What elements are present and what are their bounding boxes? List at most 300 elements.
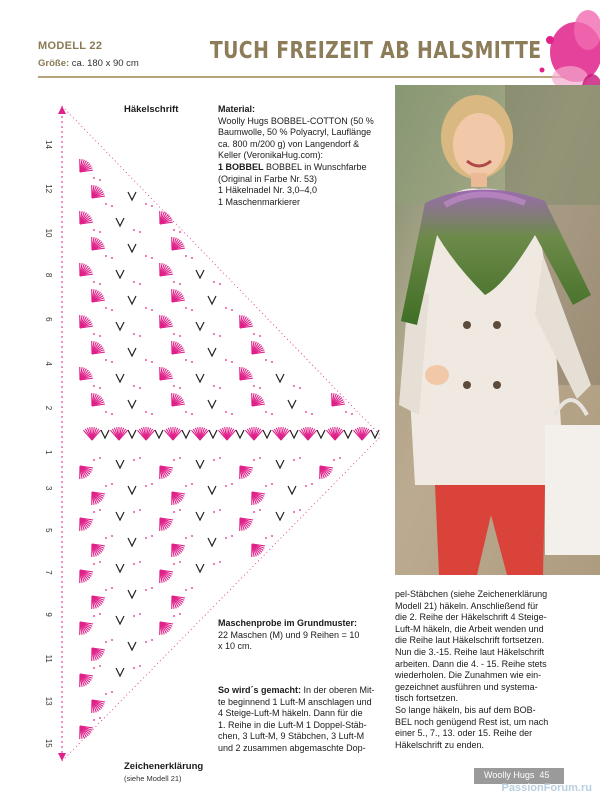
fan-stitch [245,391,266,412]
size-info [38,58,139,69]
chain-dot [105,589,107,591]
chain-dot [185,359,187,361]
chain-dot [99,717,101,719]
chain-dot [151,587,153,589]
chain-dot [173,563,175,565]
chain-dot [99,509,101,511]
chain-dot [139,613,141,615]
chain-dot [173,615,175,617]
continuation-line: BEL noch genügend Rest ist, um nach [395,716,549,727]
chain-dot [185,485,187,487]
method-heading: So wird´s gemacht: [218,685,302,695]
chain-dot [339,457,341,459]
footer-label [484,770,549,780]
row-label: 2 [44,405,53,411]
chain-dot [145,203,147,205]
chain-dot [111,309,113,311]
v-stitch [128,590,136,598]
fan-stitch [353,427,370,440]
chain-dot [145,255,147,257]
v-stitch [290,430,298,438]
chain-dot [111,483,113,485]
v-stitch [344,430,352,438]
chain-dot [265,537,267,539]
chain-dot [191,361,193,363]
model-photo [395,85,600,575]
chain-dot [191,483,193,485]
chain-dot [145,641,147,643]
v-stitch [116,322,124,330]
chain-dot [151,413,153,415]
chain-dot [145,485,147,487]
material-heading: Material: [218,104,256,114]
chain-dot [151,483,153,485]
fan-stitch [153,616,174,637]
chain-dot [151,257,153,259]
chain-dot [191,535,193,537]
row-label: 8 [44,272,53,278]
chain-dot [173,333,175,335]
row-label: 14 [44,140,53,149]
chain-dot [93,385,95,387]
chain-dot [333,459,335,461]
size-value: ca. 180 x 90 cm [71,58,139,69]
fan-stitch [165,486,186,507]
chain-dot [99,283,101,285]
fan-stitch [245,339,266,360]
v-stitch [128,400,136,408]
continuation-line: Nun die 3.-15. Reihe laut Häkelschrift [395,646,545,657]
chain-dot [185,589,187,591]
chain-dot [139,283,141,285]
chain-dot [225,411,227,413]
fan-stitch [73,668,94,689]
v-stitch [208,348,216,356]
chain-dot [145,359,147,361]
chain-dot [93,281,95,283]
chain-dot [111,205,113,207]
material-line: 1 Maschenmarkierer [218,196,301,207]
row-label: 1 [44,450,53,455]
page-number: 45 [539,770,550,780]
chain-dot [139,561,141,563]
v-stitch [128,430,136,438]
chain-dot [173,385,175,387]
continuation-line: die Reihe laut Häkelschrift fortsetzen. [395,635,545,646]
chain-dot [213,385,215,387]
chain-dot [139,509,141,511]
row-label: 10 [44,228,53,238]
v-stitch [236,430,244,438]
chain-dot [259,335,261,337]
material-line [218,162,396,174]
chain-dot [259,509,261,511]
chain-dot [179,335,181,337]
v-stitch [371,430,379,438]
fan-stitch [73,564,94,585]
chain-dot [93,177,95,179]
chain-dot [93,719,95,721]
v-stitch [116,270,124,278]
chain-dot [93,333,95,335]
fan-stitch [73,313,94,334]
chain-dot [105,693,107,695]
v-stitch [263,430,271,438]
v-stitch [196,564,204,572]
method-line: chen, 3 Luft-M, 9 Stäbchen, 3 Luft-M [218,731,365,742]
v-stitch [208,538,216,546]
fan-stitch [85,694,106,715]
chain-dot [99,231,101,233]
chain-dot [185,537,187,539]
row-label: 7 [44,570,53,575]
fan-stitch [165,287,186,308]
chart-title: Häkelschrift [124,104,179,115]
row-label: 4 [44,361,53,366]
size-label: Größe: [38,58,70,69]
chain-dot [231,483,233,485]
chain-dot [111,639,113,641]
v-stitch [116,512,124,520]
chain-dot [179,387,181,389]
fan-stitch [85,486,106,507]
v-stitch [128,348,136,356]
fan-stitch [153,209,174,230]
chain-dot [225,485,227,487]
chain-dot [293,459,295,461]
chain-dot [179,561,181,563]
gauge-heading: Maschenprobe im Grundmuster: [218,618,358,628]
chain-dot [179,613,181,615]
chain-dot [99,387,101,389]
material-line: Keller (VeronikaHug.com): [218,150,324,161]
chain-dot [99,335,101,337]
chain-dot [219,509,221,511]
chain-dot [219,335,221,337]
continuation-line: Häkelschrift zu enden. [395,739,485,750]
chain-dot [185,411,187,413]
v-stitch [128,244,136,252]
chain-dot [151,309,153,311]
chain-dot [219,283,221,285]
chain-dot [111,413,113,415]
v-stitch [276,460,284,468]
chain-dot [105,641,107,643]
fan-stitch [73,720,94,741]
chain-dot [93,459,95,461]
chain-dot [105,203,107,205]
legend-title: Zeichenerklärung [124,761,204,772]
v-stitch [317,430,325,438]
v-stitch [116,374,124,382]
chain-dot [219,457,221,459]
chain-dot [265,411,267,413]
material-line: ca. 800 m/200 g) von Langendorf & [218,138,360,149]
chain-dot [93,511,95,513]
v-stitch [128,538,136,546]
chain-dot [191,309,193,311]
fan-stitch [299,427,316,440]
chain-dot [105,307,107,309]
fan-stitch [73,460,94,481]
row-label: 12 [44,184,53,194]
row-label: 11 [44,654,53,663]
continuation-line: gezeichnet ausführen und systema- [395,681,538,692]
v-stitch [196,270,204,278]
v-stitch [196,374,204,382]
chain-dot [93,229,95,231]
arrow-down-icon [58,753,66,761]
chain-dot [225,307,227,309]
chain-dot [179,283,181,285]
chain-dot [139,457,141,459]
chain-dot [231,535,233,537]
method-line: und 2 zusammen abgemaschte Dop- [218,742,366,753]
chain-dot [139,665,141,667]
chain-dot [179,457,181,459]
fan-stitch [85,183,106,204]
chain-dot [105,537,107,539]
fan-stitch [233,365,254,386]
fan-stitch [85,538,106,559]
continuation-line: arbeiten. Dann die 4. - 15. Reihe stets [395,658,547,669]
chain-dot [191,587,193,589]
chain-dot [105,359,107,361]
chain-dot [93,563,95,565]
fan-stitch [153,313,174,334]
chain-dot [133,667,135,669]
v-stitch [128,642,136,650]
chain-dot [219,387,221,389]
chain-dot [139,335,141,337]
chain-dot [173,229,175,231]
fan-stitch [245,427,262,440]
chain-dot [311,483,313,485]
v-stitch [208,486,216,494]
chain-dot [151,535,153,537]
arrow-up-icon [58,106,66,114]
chain-dot [231,413,233,415]
fan-stitch [165,538,186,559]
gauge-line: x 10 cm. [218,641,253,652]
chain-dot [111,535,113,537]
chain-dot [259,387,261,389]
chain-dot [145,537,147,539]
chain-dot [173,459,175,461]
continuation-line: wiederholen. Die Zunahmen wie ein- [395,670,542,681]
chain-dot [133,229,135,231]
chain-dot [133,333,135,335]
chain-dot [99,457,101,459]
fan-stitch [85,287,106,308]
chain-dot [151,205,153,207]
chain-dot [305,485,307,487]
row-label: 6 [44,317,53,322]
chain-dot [213,563,215,565]
chain-dot [253,459,255,461]
v-stitch [116,564,124,572]
fan-stitch [218,427,235,440]
chain-dot [271,483,273,485]
chain-dot [225,359,227,361]
v-stitch [128,296,136,304]
chain-dot [99,665,101,667]
row-label: 15 [44,738,53,748]
chain-dot [265,485,267,487]
v-stitch [209,430,217,438]
chain-dot [231,309,233,311]
chain-dot [139,231,141,233]
chain-dot [111,691,113,693]
fan-stitch [85,339,106,360]
fan-stitch [326,427,343,440]
chain-dot [265,359,267,361]
fan-stitch [153,460,174,481]
fan-stitch [153,512,174,533]
chain-dot [105,411,107,413]
fan-stitch [165,235,186,256]
fan-stitch [153,261,174,282]
fan-stitch [73,157,94,178]
header-rule [38,76,566,78]
v-stitch [208,296,216,304]
v-stitch [128,486,136,494]
fan-stitch [165,590,186,611]
chain-dot [105,255,107,257]
chain-dot [133,385,135,387]
fan-stitch [83,427,100,440]
chain-dot [145,307,147,309]
row-label: 3 [44,486,53,491]
v-stitch [196,512,204,520]
chain-dot [179,231,181,233]
chain-dot [99,613,101,615]
chain-dot [145,589,147,591]
chain-dot [93,615,95,617]
v-stitch [196,460,204,468]
v-stitch [196,322,204,330]
watermark: PassionForum.ru [501,782,592,794]
fan-stitch [165,391,186,412]
chain-dot [293,385,295,387]
continuation-line: pel-Stäbchen (siehe Zeichenerklärung [395,589,548,599]
chain-dot [271,535,273,537]
chain-dot [185,307,187,309]
fan-stitch [73,261,94,282]
chain-dot [111,257,113,259]
chain-dot [293,511,295,513]
material-bold: 1 BOBBEL [218,161,264,172]
v-stitch [182,430,190,438]
fan-stitch [233,512,254,533]
fan-stitch [73,512,94,533]
chain-dot [213,459,215,461]
model-number: MODELL 22 [38,40,103,52]
v-stitch [155,430,163,438]
material-line: Baumwolle, 50 % Polyacryl, Lauflänge [218,127,372,138]
fan-stitch [110,427,127,440]
chain-dot [111,587,113,589]
v-stitch [116,218,124,226]
fan-stitch [153,365,174,386]
chain-dot [253,333,255,335]
row-label: 5 [44,528,53,533]
page-title: TUCH FREIZEIT AB HALSMITTE [210,38,542,64]
row-label: 9 [44,612,53,617]
chain-dot [105,485,107,487]
continuation-block [395,589,567,751]
chain-dot [133,511,135,513]
fan-stitch [153,564,174,585]
chain-dot [99,561,101,563]
fan-stitch [165,339,186,360]
v-stitch [116,616,124,624]
v-stitch [101,430,109,438]
chain-dot [139,387,141,389]
fan-stitch [245,538,266,559]
continuation-line: So lange häkeln, bis auf dem BOB- [395,704,536,715]
chain-dot [305,411,307,413]
method-text: In der oberen Mit- [301,685,375,695]
continuation-line: einer 5., 7., 13. oder 15. Reihe der [395,728,533,739]
chain-dot [299,457,301,459]
continuation-line: tisch fortsetzen. [395,693,459,704]
fan-stitch [325,391,346,412]
fan-stitch [73,616,94,637]
continuation-line: die 2. Reihe der Häkelschrift 4 Steige- [395,612,547,623]
v-stitch [288,400,296,408]
chain-dot [253,511,255,513]
v-stitch [208,400,216,408]
v-stitch [288,486,296,494]
method-line: 1. Reihe in die Luft-M 1 Doppel-Stäb- [218,719,367,730]
chain-dot [259,457,261,459]
chain-dot [225,537,227,539]
fan-stitch [233,313,254,334]
v-stitch [276,512,284,520]
chain-dot [213,281,215,283]
gauge-block [218,618,394,653]
fan-stitch [164,427,181,440]
method-line [218,685,394,697]
chain-dot [345,411,347,413]
magazine-name: Woolly Hugs [484,770,535,780]
method-line: 4 Steige-Luft-M häkeln. Dann für die [218,708,363,719]
fan-stitch [73,209,94,230]
v-stitch [116,460,124,468]
chain-dot [99,179,101,181]
chain-dot [253,385,255,387]
fan-stitch [85,590,106,611]
v-stitch [128,192,136,200]
chain-dot [271,413,273,415]
fan-stitch [85,642,106,663]
fan-stitch [137,427,154,440]
chain-dot [151,639,153,641]
chain-dot [173,511,175,513]
fan-stitch [272,427,289,440]
v-stitch [116,668,124,676]
material-rest: BOBBEL in Wunschfarbe [263,161,367,172]
continuation-line: Modell 21) häkeln. Anschließend für [395,600,539,611]
chain-dot [93,667,95,669]
material-block [218,104,396,208]
chain-dot [231,361,233,363]
chain-dot [299,387,301,389]
fan-stitch [313,460,334,481]
chain-dot [213,511,215,513]
material-line: 1 Häkelnadel Nr. 3,0–4,0 [218,185,318,196]
